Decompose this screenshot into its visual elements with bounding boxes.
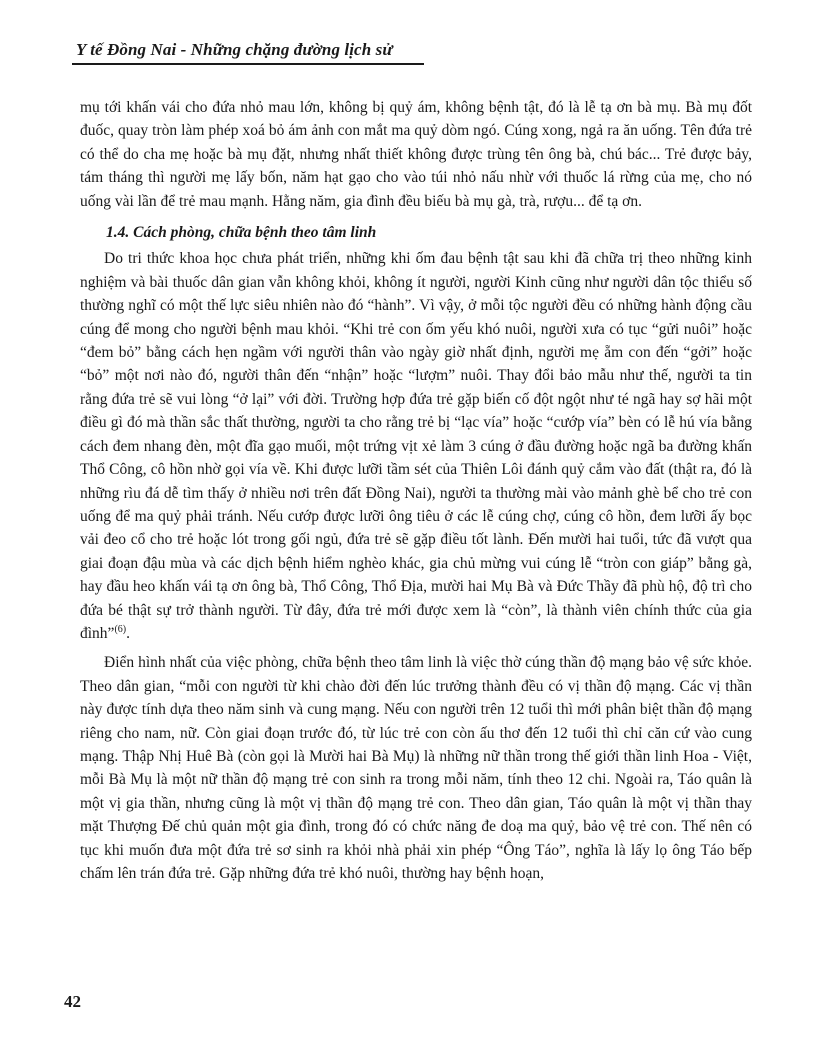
paragraph-end: . bbox=[126, 624, 130, 642]
footnote-marker[interactable]: (6) bbox=[114, 623, 127, 635]
paragraph-guardian-deity: Điển hình nhất của việc phòng, chữa bệnh theo tâm linh là việc thờ cúng thần độ mạng bảo vệ sức khỏe. Theo dân gian, “mỗi con người từ khi chào đời đến lúc trưởng thành đều có vị thần độ mạng. Các vị thần này được tính dựa theo năm sinh và cung mạng. Nếu con người trên 12 tuổi thì mới phân biệt thần độ mạng riêng cho nam, nữ. Còn giai đoạn trước đó, từ lúc trẻ con còn ấu thơ đến 12 tuổi thì chỉ căn cứ vào cung mạng. Thập Nhị Huê Bà (còn gọi là Mười hai Bà Mụ) là những nữ thần trong thế giới thần linh Hoa - Việt, mỗi Bà Mụ là một nữ thần độ mạng trẻ con sinh ra trong mỗi năm, tính theo 12 chi. Ngoài ra, Táo quân là một vị gia thần, nhưng cũng là một vị thần độ mạng trẻ con. Theo dân gian, Táo quân là một vị thần thay mặt Thượng Đế chủ quản một gia đình, trong đó có chức năng đe doạ ma quỷ, bảo vệ trẻ con. Thế nên có tục khi muốn đưa một đứa trẻ sơ sinh ra khỏi nhà phải xin phép “Ông Táo”, nghĩa là lấy lọ ông Táo bếp chấm lên trán đứa trẻ. Gặp những đứa trẻ khó nuôi, thường hay bệnh hoạn, bbox=[80, 654, 752, 882]
paragraph-text: Do tri thức khoa học chưa phát triển, những khi ốm đau bệnh tật sau khi đã chữa trị theo những kinh nghiệm và bài thuốc dân gian vẫn không khỏi, không ít người, người Kinh cũng như người dân tộc thiểu số thường nghĩ có một thế lực siêu nhiên nào đó “hành”. Vì vậy, ở mỗi tộc người đều có những hành động cầu cúng để mong cho người bệnh mau khỏi. “Khi trẻ con ốm yếu khó nuôi, người xưa có tục “gửi nuôi” hoặc “đem bỏ” bằng cách hẹn ngầm với người thân vào ngày giờ nhất định, người mẹ ẵm con đến “gởi” hoặc “bỏ” một nơi nào đó, người thân đến “nhận” hoặc “lượm” nuôi. Thay đổi bảo mẫu như thế, người ta tin rằng đứa trẻ sẽ vui lòng “ở lại” với đời. Trường hợp đứa trẻ gặp biến cố đột ngột như té ngã hay sợ hãi một điều gì đó mà thần sắc thất thường, người ta cho rằng trẻ bị “lạc vía” hoặc “cướp vía” bèn có lễ hú vía bằng cách đem nhang đèn, một đĩa gạo muối, một trứng vịt xẻ làm 3 cúng ở đầu đường hoặc ngã ba đường khấn Thổ Công, cô hồn nhờ gọi vía về. Khi được lưỡi tầm sét của Thiên Lôi đánh quỷ cắm vào đất (thật ra, đó là những rìu đá dễ tìm thấy ở nhiều nơi trên đất Đồng Nai), người ta thường mài vào mảnh ghè bể cho trẻ con uống để ma quỷ phải tránh. Nếu cướp được lưỡi ông tiêu ở các lễ cúng chợ, cúng cô hồn, đem lưỡi ấy bọc vải đeo cổ cho trẻ hoặc lót trong gối ngủ, đứa trẻ sẽ gặp điều tốt lành. Đến mười hai tuổi, tức đã vượt qua giai đoạn đậu mùa và các dịch bệnh hiểm nghèo khác, gia chủ mừng vui cúng lễ “tròn con giáp” bằng gà, hay đầu heo khấn vái tạ ơn ông bà, Thổ Công, Thổ Địa, mười hai Mụ Bà và Đức Thầy đã phù hộ, độ trì cho đứa bé thật sự trở thành người. Từ đây, đứa trẻ mới được xem là “còn”, là thành viên chính thức của gia đình” bbox=[80, 250, 752, 642]
header-rule bbox=[72, 63, 424, 65]
running-header: Y tế Đồng Nai - Những chặng đường lịch sử bbox=[76, 40, 393, 59]
paragraph-spiritual-healing bbox=[80, 247, 752, 645]
paragraph-continued: mụ tới khấn vái cho đứa nhỏ mau lớn, không bị quỷ ám, không bệnh tật, đó là lễ tạ ơn bà mụ. Bà mụ đốt đuốc, quay tròn làm phép xoá bỏ ám ảnh con mắt ma quỷ dòm ngó. Cúng xong, ngả ra ăn uống. Tên đứa trẻ có thể do cha mẹ hoặc bà mụ đặt, nhưng nhất thiết không được trùng tên ông bà, chú bác... Trẻ được bảy, tám tháng thì người mẹ lấy bốn, năm hạt gạo cho vào túi nhỏ nấu nhừ với thuốc lá rừng của mẹ, cho nó uống vài lần để trẻ mau mạnh. Hằng năm, gia đình đều biếu bà mụ gà, trà, rượu... để tạ ơn. bbox=[80, 99, 752, 210]
section-heading: 1.4. Cách phòng, chữa bệnh theo tâm linh bbox=[106, 224, 377, 242]
page-number: 42 bbox=[64, 992, 81, 1011]
body-text bbox=[80, 96, 752, 885]
